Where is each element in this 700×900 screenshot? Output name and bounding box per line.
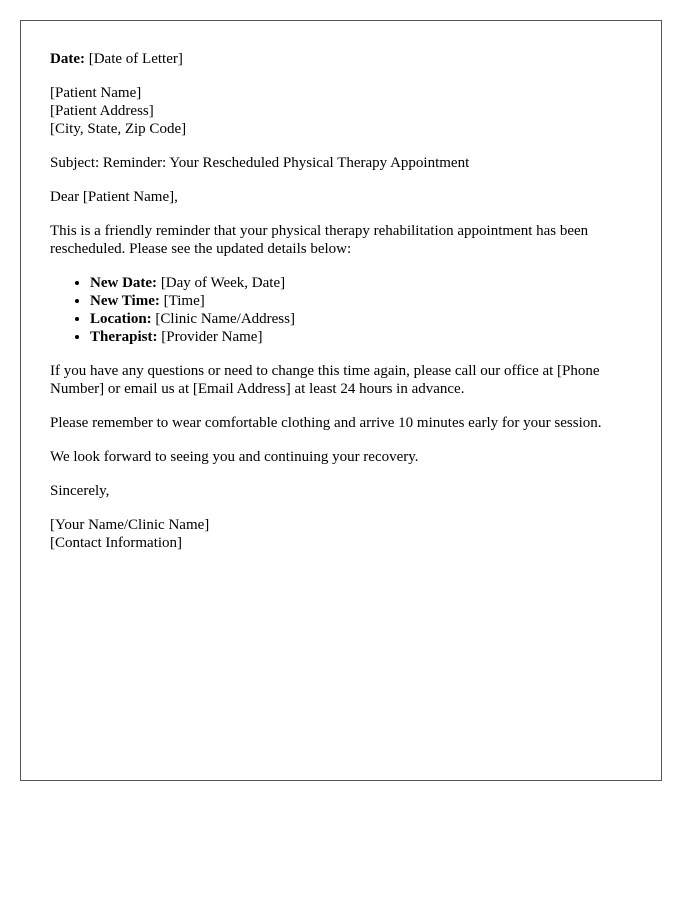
detail-label: Therapist: (90, 329, 158, 345)
salutation: Dear [Patient Name], (50, 189, 178, 205)
letter-page (20, 20, 662, 781)
signoff: Sincerely, (50, 483, 110, 499)
reminder-paragraph: Please remember to wear comfortable clothing and arrive 10 minutes early for your session. (50, 415, 602, 431)
recipient-name: [Patient Name] (50, 85, 142, 101)
detail-therapist (90, 328, 632, 346)
recipient-city-state-zip: [City, State, Zip Code] (50, 121, 187, 137)
closing-paragraph: We look forward to seeing you and continuing your recovery. (50, 449, 419, 465)
detail-new-time (90, 292, 632, 310)
signature-block (50, 516, 632, 552)
detail-label: Location: (90, 311, 152, 327)
detail-label: New Time: (90, 293, 160, 309)
detail-value: [Clinic Name/Address] (155, 311, 295, 327)
detail-value: [Provider Name] (161, 329, 263, 345)
recipient-address: [Patient Address] (50, 103, 154, 119)
detail-value: [Time] (163, 293, 205, 309)
contact-paragraph: If you have any questions or need to change this time again, please call our office at [Phone Number] or email us at [Email Address] at least 24 hours in advance. (50, 363, 600, 397)
detail-label: New Date: (90, 275, 158, 291)
signature-name: [Your Name/Clinic Name] (50, 517, 210, 533)
date-line (50, 50, 632, 68)
date-value: [Date of Letter] (88, 51, 183, 67)
detail-new-date (90, 274, 632, 292)
detail-value: [Day of Week, Date] (160, 275, 286, 291)
intro-paragraph: This is a friendly reminder that your physical therapy rehabilitation appointment has been rescheduled. Please see the updated details below: (50, 223, 589, 257)
date-label: Date: (50, 51, 85, 67)
subject-line: Subject: Reminder: Your Rescheduled Physical Therapy Appointment (50, 155, 470, 171)
detail-location (90, 310, 632, 328)
appointment-details-list (50, 274, 632, 346)
recipient-address-block (50, 84, 632, 138)
signature-contact: [Contact Information] (50, 535, 183, 551)
